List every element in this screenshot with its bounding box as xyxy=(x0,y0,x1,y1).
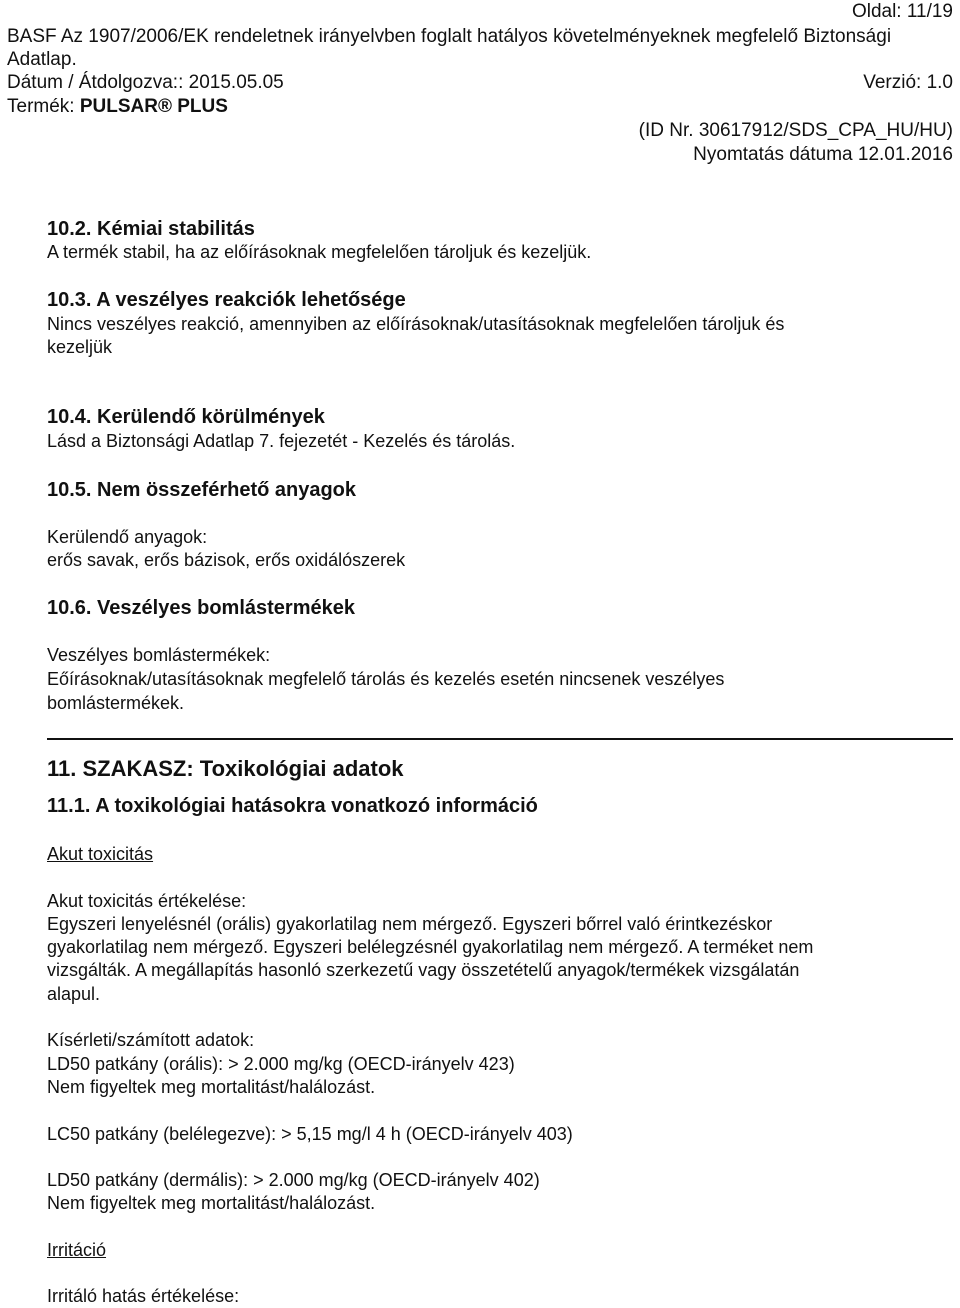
acute-toxicity-eval-label: Akut toxicitás értékelése: xyxy=(47,891,247,911)
irritation-eval-label: Irritáló hatás értékelése: xyxy=(47,1286,240,1306)
acute-toxicity-eval-line: gyakorlatilag nem mérgező. Egyszeri belélegzésnél gyakorlatilag nem mérgező. A terméket nem xyxy=(47,937,814,957)
section-10-6-line2: bomlástermékek. xyxy=(47,693,185,713)
acute-toxicity-eval-line: Egyszeri lenyelésnél (orális) gyakorlatilag nem mérgező. Egyszeri bőrrel való érintkezéskor xyxy=(47,914,773,934)
section-11-1-title: 11.1. A toxikológiai hatásokra vonatkozó információ xyxy=(47,795,538,817)
document-title-line2: Adatlap. xyxy=(7,49,77,70)
experimental-data-label: Kísérleti/számított adatok: xyxy=(47,1030,255,1050)
no-mortality-oral: Nem figyeltek meg mortalitást/halálozást. xyxy=(47,1077,376,1097)
ld50-oral: LD50 patkány (orális): > 2.000 mg/kg (OECD-irányelv 423) xyxy=(47,1054,515,1074)
irritation-heading: Irritáció xyxy=(47,1240,107,1260)
product-label: Termék: xyxy=(7,96,75,117)
section-10-3-line1: Nincs veszélyes reakció, amennyiben az előírásoknak/utasításoknak megfelelően tároljuk és xyxy=(47,314,785,334)
lc50-inhalation: LC50 patkány (belélegezve): > 5,15 mg/l 4 h (OECD-irányelv 403) xyxy=(47,1124,573,1144)
page-number: Oldal: 11/19 xyxy=(851,1,953,22)
section-divider xyxy=(47,738,953,740)
document-id: (ID Nr. 30617912/SDS_CPA_HU/HU) xyxy=(638,120,953,141)
product-line xyxy=(7,95,228,118)
section-10-2-text: A termék stabil, ha az előírásoknak megfelelően tároljuk és kezeljük. xyxy=(47,242,592,262)
section-10-3-line2: kezeljük xyxy=(47,337,113,357)
section-10-4-text: Lásd a Biztonsági Adatlap 7. fejezetét - Kezelés és tárolás. xyxy=(47,431,516,451)
product-name: PULSAR® PLUS xyxy=(79,96,228,117)
print-date: Nyomtatás dátuma 12.01.2016 xyxy=(693,144,953,165)
section-10-4-title: 10.4. Kerülendő körülmények xyxy=(47,406,325,428)
ld50-dermal: LD50 patkány (dermális): > 2.000 mg/kg (OECD-irányelv 402) xyxy=(47,1170,540,1190)
section-10-5-text: erős savak, erős bázisok, erős oxidálószerek xyxy=(47,550,406,570)
acute-toxicity-eval-line: vizsgálták. A megállapítás hasonló szerkezetű vagy összetételű anyagok/termékek vizsgálatán xyxy=(47,960,800,980)
no-mortality-dermal: Nem figyeltek meg mortalitást/halálozást. xyxy=(47,1193,376,1213)
document-title-line1: BASF Az 1907/2006/EK rendeletnek irányelvben foglalt hatályos követelményeknek megfelelő Biztonsági xyxy=(7,26,892,47)
section-10-6-label: Veszélyes bomlástermékek: xyxy=(47,645,271,665)
section-10-3-title: 10.3. A veszélyes reakciók lehetősége xyxy=(47,289,406,311)
section-10-5-label: Kerülendő anyagok: xyxy=(47,527,208,547)
version: Verzió: 1.0 xyxy=(863,72,953,93)
section-10-2-title: 10.2. Kémiai stabilitás xyxy=(47,218,255,240)
section-10-5-title: 10.5. Nem összeférhető anyagok xyxy=(47,479,357,501)
acute-toxicity-eval-line: alapul. xyxy=(47,984,101,1004)
section-10-6-title: 10.6. Veszélyes bomlástermékek xyxy=(47,597,355,619)
section-11-title: 11. SZAKASZ: Toxikológiai adatok xyxy=(47,756,404,781)
section-10-6-line1: Eőírásoknak/utasításoknak megfelelő tárolás és kezelés esetén nincsenek veszélyes xyxy=(47,669,725,689)
revision-date: Dátum / Átdolgozva:: 2015.05.05 xyxy=(7,72,284,93)
acute-toxicity-heading: Akut toxicitás xyxy=(47,844,154,864)
